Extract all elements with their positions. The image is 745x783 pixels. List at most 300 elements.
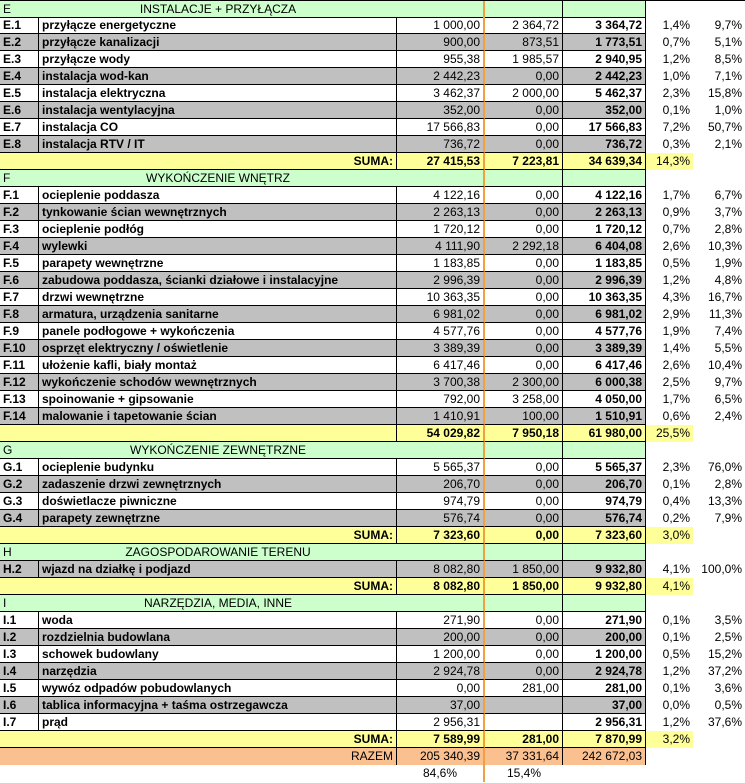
amount-total[interactable]: 200,00	[563, 629, 646, 646]
share-of-total: 2,9%	[662, 307, 690, 321]
share-of-section: 37,6%	[707, 715, 742, 729]
amount-b[interactable]: 1 850,00	[485, 561, 563, 578]
sum-share: 4,1%	[646, 578, 693, 595]
share-of-section: 9,7%	[714, 18, 742, 32]
item-code[interactable]: I.7	[0, 714, 39, 731]
amount-total[interactable]: 1 773,51	[563, 34, 646, 51]
item-name[interactable]: woda	[39, 612, 397, 629]
amount-b[interactable]: 0,00	[485, 476, 563, 493]
amount-b[interactable]: 873,51	[485, 34, 563, 51]
amount-total[interactable]: 2 956,31	[563, 714, 646, 731]
share-of-total: 0,1%	[662, 630, 690, 644]
share-of-section: 76,0%	[707, 460, 742, 474]
amount-total[interactable]: 2 996,39	[563, 272, 646, 289]
item-name[interactable]: spoinowanie + gipsowanie	[39, 391, 397, 408]
item-name[interactable]: instalacja RTV / IT	[39, 136, 397, 153]
share-of-total: 0,1%	[662, 477, 690, 491]
amount-b[interactable]: 0,00	[485, 119, 563, 136]
amount-total[interactable]: 974,79	[563, 493, 646, 510]
share-b: 15,4%	[506, 766, 542, 780]
item-name[interactable]: przyłącze energetyczne	[39, 17, 397, 34]
item-name[interactable]: ocieplenie podłóg	[39, 221, 397, 238]
amount-a[interactable]: 736,72	[397, 136, 485, 153]
share-of-total: 1,7%	[662, 392, 690, 406]
amount-total[interactable]: 17 566,83	[563, 119, 646, 136]
amount-a[interactable]: 974,79	[397, 493, 485, 510]
item-name[interactable]: tablica informacyjna + taśma ostrzegawcza	[39, 697, 397, 714]
item-name[interactable]: przyłącze kanalizacji	[39, 34, 397, 51]
item-code[interactable]: E.8	[0, 136, 39, 153]
sum-amount-b[interactable]: 281,00	[485, 731, 563, 748]
sum-blank[interactable]	[0, 578, 39, 595]
section-code[interactable]: H	[0, 544, 39, 561]
item-code[interactable]: F.9	[0, 323, 39, 340]
amount-a[interactable]: 5 565,37	[397, 459, 485, 476]
item-name[interactable]: instalacja wod-kan	[39, 68, 397, 85]
amount-b[interactable]	[485, 697, 563, 714]
share-of-section: 4,8%	[714, 273, 742, 287]
share-of-total: 0,0%	[662, 698, 690, 712]
sum-blank[interactable]	[0, 153, 39, 170]
amount-b[interactable]: 0,00	[485, 646, 563, 663]
amount-total[interactable]: 1 200,00	[563, 646, 646, 663]
share-of-total: 0,6%	[662, 409, 690, 423]
amount-b[interactable]: 0,00	[485, 323, 563, 340]
amount-a[interactable]: 1 000,00	[397, 17, 485, 34]
share-a: 84,6%	[397, 765, 485, 782]
sum-blank[interactable]	[0, 731, 39, 748]
table-row	[0, 561, 745, 578]
header-cell[interactable]	[485, 170, 563, 187]
amount-b[interactable]: 0,00	[485, 289, 563, 306]
blank-cell	[646, 1, 693, 18]
sum-amount-total[interactable]: 34 639,34	[563, 153, 646, 170]
grand-total[interactable]: 242 672,03	[563, 748, 646, 765]
sum-amount-a[interactable]: 7 323,60	[397, 527, 485, 544]
item-name[interactable]: instalacja wentylacyjna	[39, 102, 397, 119]
sum-blank[interactable]	[0, 425, 39, 442]
amount-total[interactable]: 271,90	[563, 612, 646, 629]
header-cell[interactable]	[397, 544, 485, 561]
share-of-total: 0,5%	[662, 647, 690, 661]
amount-b[interactable]: 0,00	[485, 272, 563, 289]
item-code[interactable]: F.8	[0, 306, 39, 323]
header-cell[interactable]	[397, 595, 485, 612]
share-of-section: 7,4%	[714, 324, 742, 338]
item-code[interactable]: I.3	[0, 646, 39, 663]
amount-total[interactable]: 6 981,02	[563, 306, 646, 323]
amount-b[interactable]: 0,00	[485, 510, 563, 527]
blank-cell	[646, 595, 693, 612]
item-code[interactable]: G.3	[0, 493, 39, 510]
table-row	[0, 357, 745, 374]
grand-total-label[interactable]: RAZEM	[39, 748, 397, 765]
amount-a[interactable]: 17 566,83	[397, 119, 485, 136]
header-cell[interactable]	[485, 544, 563, 561]
item-name[interactable]: przyłącze wody	[39, 51, 397, 68]
amount-total[interactable]: 576,74	[563, 510, 646, 527]
blank-cell	[646, 442, 693, 459]
amount-b[interactable]: 0,00	[485, 255, 563, 272]
item-code[interactable]: F.13	[0, 391, 39, 408]
amount-total[interactable]: 4 122,16	[563, 187, 646, 204]
share-of-total: 2,5%	[662, 375, 690, 389]
amount-a[interactable]: 6 981,02	[397, 306, 485, 323]
table-row	[0, 510, 745, 527]
share-of-total: 1,4%	[662, 18, 690, 32]
table-row	[0, 272, 745, 289]
item-code[interactable]: H.2	[0, 561, 39, 578]
section-title[interactable]: NARZĘDZIA, MEDIA, INNE	[39, 595, 397, 612]
header-cell[interactable]	[485, 442, 563, 459]
amount-a[interactable]: 1 720,12	[397, 221, 485, 238]
item-name[interactable]: ocieplenie poddasza	[39, 187, 397, 204]
item-code[interactable]: E.5	[0, 85, 39, 102]
amount-total[interactable]: 4 577,76	[563, 323, 646, 340]
share-of-section: 3,6%	[714, 681, 742, 695]
item-code[interactable]: I.6	[0, 697, 39, 714]
item-name[interactable]: wykończenie schodów wewnętrznych	[39, 374, 397, 391]
section-sum-row	[0, 731, 745, 748]
amount-a[interactable]: 2 442,23	[397, 68, 485, 85]
amount-total[interactable]: 1 720,12	[563, 221, 646, 238]
item-code[interactable]: F.5	[0, 255, 39, 272]
item-code[interactable]: E.7	[0, 119, 39, 136]
sum-amount-a[interactable]: 54 029,82	[397, 425, 485, 442]
sum-amount-total[interactable]: 7 323,60	[563, 527, 646, 544]
grand-total-row	[0, 748, 745, 765]
sum-label[interactable]: SUMA:	[39, 527, 397, 544]
item-code[interactable]: E.3	[0, 51, 39, 68]
item-name[interactable]: osprzęt elektryczny / oświetlenie	[39, 340, 397, 357]
amount-total[interactable]: 3 364,72	[563, 17, 646, 34]
amount-total[interactable]: 3 389,39	[563, 340, 646, 357]
share-of-section: 5,1%	[714, 35, 742, 49]
blank-cell	[646, 170, 693, 187]
amount-a[interactable]: 206,70	[397, 476, 485, 493]
item-code[interactable]: E.4	[0, 68, 39, 85]
amount-b[interactable]: 2 292,18	[485, 238, 563, 255]
amount-a[interactable]: 576,74	[397, 510, 485, 527]
share-of-total: 2,6%	[662, 358, 690, 372]
amount-a[interactable]: 3 389,39	[397, 340, 485, 357]
share-of-total: 0,4%	[662, 494, 690, 508]
item-name[interactable]: wywóz odpadów pobudowlanych	[39, 680, 397, 697]
amount-a[interactable]: 2 956,31	[397, 714, 485, 731]
section-header	[0, 595, 745, 612]
item-code[interactable]: E.1	[0, 17, 39, 34]
amount-b[interactable]: 3 258,00	[485, 391, 563, 408]
header-cell[interactable]	[563, 1, 646, 18]
item-name[interactable]: zadaszenie drzwi zewnętrznych	[39, 476, 397, 493]
amount-b[interactable]: 0,00	[485, 629, 563, 646]
amount-a[interactable]: 4 577,76	[397, 323, 485, 340]
sum-label[interactable]: SUMA:	[39, 731, 397, 748]
amount-a[interactable]: 792,00	[397, 391, 485, 408]
amount-a[interactable]: 271,90	[397, 612, 485, 629]
item-name[interactable]: wjazd na działkę i podjazd	[39, 561, 397, 578]
header-cell[interactable]	[563, 442, 646, 459]
share-of-section: 0,5%	[714, 698, 742, 712]
share-of-section: 2,4%	[714, 409, 742, 423]
amount-total[interactable]: 2 263,13	[563, 204, 646, 221]
amount-b[interactable]: 0,00	[485, 459, 563, 476]
section-title[interactable]: INSTALACJE + PRZYŁĄCZA	[39, 1, 397, 18]
blank-cell	[693, 153, 745, 170]
table-row	[0, 680, 745, 697]
amount-a[interactable]: 900,00	[397, 34, 485, 51]
section-code[interactable]: E	[0, 1, 39, 18]
share-of-section: 3,5%	[714, 613, 742, 627]
share-of-total: 4,1%	[662, 562, 690, 576]
sum-label[interactable]: SUMA:	[39, 578, 397, 595]
amount-a[interactable]: 2 996,39	[397, 272, 485, 289]
item-name[interactable]: doświetlacze piwniczne	[39, 493, 397, 510]
item-code[interactable]: I.1	[0, 612, 39, 629]
header-cell[interactable]	[485, 595, 563, 612]
item-code[interactable]: F.6	[0, 272, 39, 289]
item-code[interactable]: I.4	[0, 663, 39, 680]
item-code[interactable]: F.7	[0, 289, 39, 306]
item-name[interactable]: instalacja CO	[39, 119, 397, 136]
amount-total[interactable]: 2 924,78	[563, 663, 646, 680]
share-of-section: 10,3%	[707, 239, 742, 253]
sum-blank[interactable]	[0, 527, 39, 544]
table-row	[0, 255, 745, 272]
amount-b[interactable]: 2 300,00	[485, 374, 563, 391]
table-row	[0, 119, 745, 136]
sum-amount-a[interactable]: 7 589,99	[397, 731, 485, 748]
item-name[interactable]: ułożenie kafli, biały montaż	[39, 357, 397, 374]
amount-b[interactable]: 0,00	[485, 340, 563, 357]
amount-b[interactable]: 1 985,57	[485, 51, 563, 68]
section-sum-row	[0, 527, 745, 544]
amount-total[interactable]: 281,00	[563, 680, 646, 697]
amount-total[interactable]: 6 417,46	[563, 357, 646, 374]
amount-a[interactable]: 200,00	[397, 629, 485, 646]
header-cell[interactable]	[563, 544, 646, 561]
sum-share: 3,0%	[646, 527, 693, 544]
section-code[interactable]: I	[0, 595, 39, 612]
amount-a[interactable]: 352,00	[397, 102, 485, 119]
item-name[interactable]: parapety wewnętrzne	[39, 255, 397, 272]
item-name[interactable]: prąd	[39, 714, 397, 731]
share-of-total: 0,1%	[662, 681, 690, 695]
item-code[interactable]: I.2	[0, 629, 39, 646]
amount-total[interactable]: 206,70	[563, 476, 646, 493]
amount-b[interactable]: 0,00	[485, 187, 563, 204]
amount-total[interactable]: 37,00	[563, 697, 646, 714]
amount-a[interactable]: 3 700,38	[397, 374, 485, 391]
blank-cell	[693, 425, 745, 442]
share-of-section: 7,9%	[714, 511, 742, 525]
amount-total[interactable]: 1 510,91	[563, 408, 646, 425]
item-code[interactable]: G.1	[0, 459, 39, 476]
item-name[interactable]: schowek budowlany	[39, 646, 397, 663]
section-title[interactable]: WYKOŃCZENIE WNĘTRZ	[39, 170, 397, 187]
header-cell[interactable]	[397, 1, 485, 18]
item-code[interactable]: F.2	[0, 204, 39, 221]
item-code[interactable]: F.11	[0, 357, 39, 374]
blank-cell	[693, 442, 745, 459]
sum-amount-a[interactable]: 27 415,53	[397, 153, 485, 170]
section-code[interactable]: G	[0, 442, 39, 459]
header-cell[interactable]	[485, 1, 563, 18]
amount-b[interactable]: 0,00	[485, 102, 563, 119]
amount-b[interactable]: 0,00	[485, 68, 563, 85]
amount-b[interactable]: 0,00	[485, 493, 563, 510]
item-name[interactable]: ocieplenie budynku	[39, 459, 397, 476]
amount-b[interactable]: 0,00	[485, 612, 563, 629]
table-row	[0, 408, 745, 425]
amount-a[interactable]: 1 183,85	[397, 255, 485, 272]
amount-b[interactable]: 0,00	[485, 663, 563, 680]
table-row	[0, 221, 745, 238]
sum-amount-b[interactable]: 0,00	[485, 527, 563, 544]
item-name[interactable]: parapety zewnętrzne	[39, 510, 397, 527]
amount-total[interactable]: 5 565,37	[563, 459, 646, 476]
amount-total[interactable]: 736,72	[563, 136, 646, 153]
amount-a[interactable]: 1 200,00	[397, 646, 485, 663]
table-row	[0, 102, 745, 119]
amount-a[interactable]: 2 924,78	[397, 663, 485, 680]
amount-b[interactable]: 0,00	[485, 221, 563, 238]
item-name[interactable]: panele podłogowe + wykończenia	[39, 323, 397, 340]
share-of-section: 1,9%	[714, 256, 742, 270]
header-cell[interactable]	[397, 442, 485, 459]
share-of-section: 10,4%	[707, 358, 742, 372]
share-of-section: 2,5%	[714, 630, 742, 644]
amount-a[interactable]: 10 363,35	[397, 289, 485, 306]
share-of-section: 37,2%	[707, 664, 742, 678]
table-row	[0, 476, 745, 493]
amount-b[interactable]: 0,00	[485, 136, 563, 153]
amount-b[interactable]: 0,00	[485, 204, 563, 221]
blank-cell	[693, 527, 745, 544]
item-name[interactable]: rozdzielnia budowlana	[39, 629, 397, 646]
sum-amount-total[interactable]: 7 870,99	[563, 731, 646, 748]
header-cell[interactable]	[563, 595, 646, 612]
amount-b[interactable]: 0,00	[485, 357, 563, 374]
sum-amount-a[interactable]: 8 082,80	[397, 578, 485, 595]
share-of-total: 0,7%	[662, 222, 690, 236]
amount-a[interactable]: 37,00	[397, 697, 485, 714]
section-code[interactable]: F	[0, 170, 39, 187]
sum-share: 25,5%	[646, 425, 693, 442]
amount-b[interactable]: 0,00	[485, 306, 563, 323]
share-of-section: 13,3%	[707, 494, 742, 508]
item-name[interactable]: wylewki	[39, 238, 397, 255]
section-title[interactable]: ZAGOSPODAROWANIE TERENU	[39, 544, 397, 561]
item-name[interactable]: tynkowanie ścian wewnętrznych	[39, 204, 397, 221]
sum-label[interactable]: SUMA:	[39, 153, 397, 170]
sum-label[interactable]	[39, 425, 397, 442]
amount-total[interactable]: 9 932,80	[563, 561, 646, 578]
amount-b[interactable]: 281,00	[485, 680, 563, 697]
amount-total[interactable]: 6 404,08	[563, 238, 646, 255]
amount-total[interactable]: 2 442,23	[563, 68, 646, 85]
item-name[interactable]: instalacja elektryczna	[39, 85, 397, 102]
table-row	[0, 238, 745, 255]
blank-cell	[693, 731, 745, 748]
item-code[interactable]: F.10	[0, 340, 39, 357]
item-name[interactable]: zabudowa poddasza, ścianki działowe i instalacyjne	[39, 272, 397, 289]
amount-a[interactable]: 8 082,80	[397, 561, 485, 578]
amount-a[interactable]: 0,00	[397, 680, 485, 697]
share-of-section: 2,8%	[714, 477, 742, 491]
sum-amount-total[interactable]: 9 932,80	[563, 578, 646, 595]
amount-total[interactable]: 352,00	[563, 102, 646, 119]
item-name[interactable]: drzwi wewnętrzne	[39, 289, 397, 306]
item-code[interactable]: G.4	[0, 510, 39, 527]
item-name[interactable]: malowanie i tapetowanie ścian	[39, 408, 397, 425]
share-of-total: 1,2%	[662, 664, 690, 678]
amount-total[interactable]: 2 940,95	[563, 51, 646, 68]
share-of-section: 9,7%	[714, 375, 742, 389]
amount-total[interactable]: 10 363,35	[563, 289, 646, 306]
header-cell[interactable]	[397, 170, 485, 187]
item-name[interactable]: armatura, urządzenia sanitarne	[39, 306, 397, 323]
sum-amount-b[interactable]: 7 950,18	[485, 425, 563, 442]
share-of-section: 7,1%	[714, 69, 742, 83]
item-code[interactable]: E.2	[0, 34, 39, 51]
header-cell[interactable]	[563, 170, 646, 187]
table-row	[0, 391, 745, 408]
grand-total-b[interactable]: 37 331,64	[485, 748, 563, 765]
item-code[interactable]: I.5	[0, 680, 39, 697]
share-of-total: 0,5%	[662, 256, 690, 270]
item-code[interactable]: E.6	[0, 102, 39, 119]
amount-b[interactable]: 2 000,00	[485, 85, 563, 102]
sum-amount-total[interactable]: 61 980,00	[563, 425, 646, 442]
amount-total[interactable]: 5 462,37	[563, 85, 646, 102]
share-of-section: 8,5%	[714, 52, 742, 66]
amount-a[interactable]: 4 122,16	[397, 187, 485, 204]
razem-blank[interactable]	[0, 748, 39, 765]
sum-amount-b[interactable]: 7 223,81	[485, 153, 563, 170]
amount-a[interactable]: 2 263,13	[397, 204, 485, 221]
amount-a[interactable]: 955,38	[397, 51, 485, 68]
amount-b[interactable]: 2 364,72	[485, 17, 563, 34]
share-of-total: 0,7%	[662, 35, 690, 49]
share-of-total: 1,9%	[662, 324, 690, 338]
item-code[interactable]: F.12	[0, 374, 39, 391]
section-title[interactable]: WYKOŃCZENIE ZEWNĘTRZNE	[39, 442, 397, 459]
amount-total[interactable]: 6 000,38	[563, 374, 646, 391]
item-code[interactable]: F.1	[0, 187, 39, 204]
amount-a[interactable]: 3 462,37	[397, 85, 485, 102]
amount-a[interactable]: 4 111,90	[397, 238, 485, 255]
amount-b[interactable]	[485, 714, 563, 731]
item-code[interactable]: F.14	[0, 408, 39, 425]
amount-total[interactable]: 4 050,00	[563, 391, 646, 408]
blank-cell	[0, 765, 39, 782]
amount-b[interactable]: 100,00	[485, 408, 563, 425]
share-of-section: 16,7%	[707, 290, 742, 304]
table-row	[0, 85, 745, 102]
item-name[interactable]: narzędzia	[39, 663, 397, 680]
blank-cell	[693, 765, 745, 782]
item-code[interactable]: G.2	[0, 476, 39, 493]
amount-a[interactable]: 1 410,91	[397, 408, 485, 425]
item-code[interactable]: F.4	[0, 238, 39, 255]
amount-total[interactable]: 1 183,85	[563, 255, 646, 272]
section-header	[0, 0, 745, 17]
grand-total-a[interactable]: 205 340,39	[397, 748, 485, 765]
amount-a[interactable]: 6 417,46	[397, 357, 485, 374]
sum-amount-b[interactable]: 1 850,00	[485, 578, 563, 595]
item-code[interactable]: F.3	[0, 221, 39, 238]
